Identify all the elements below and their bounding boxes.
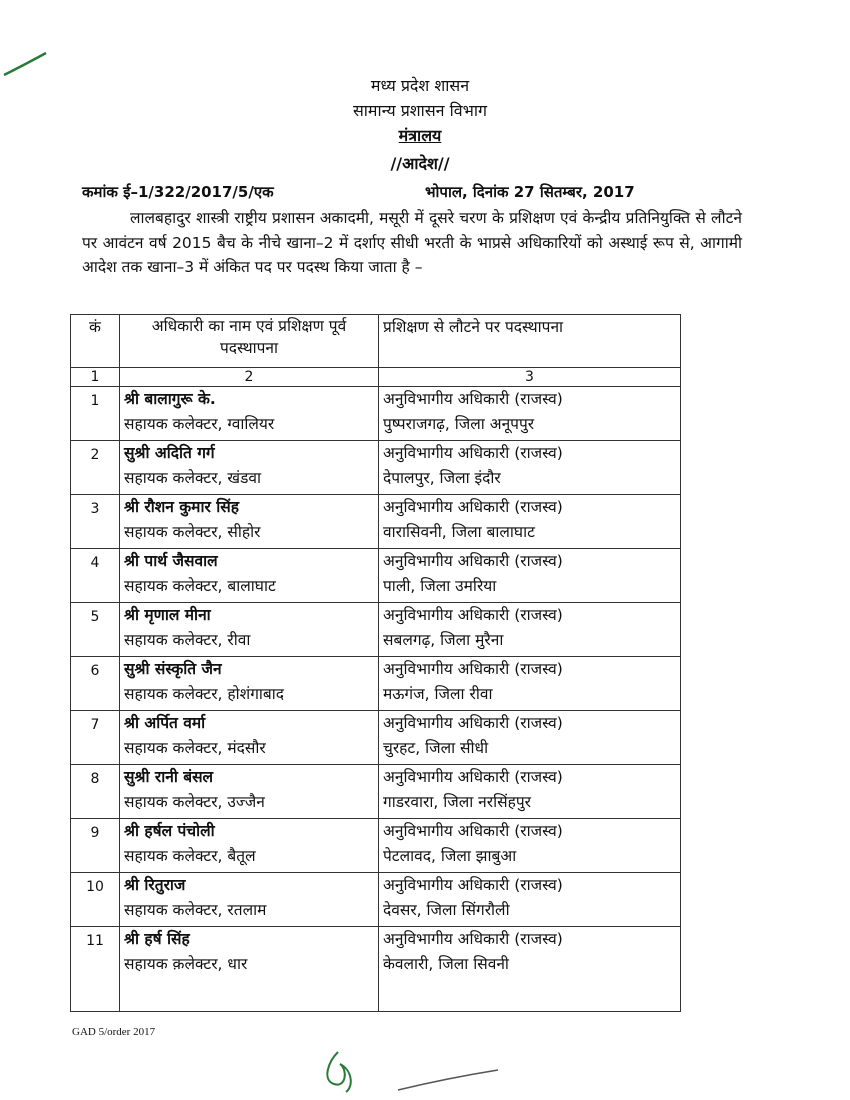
table-row [71, 927, 681, 1012]
department-name: सामान्य प्रशासन विभाग [352, 101, 488, 120]
new-place: गाडरवारा, जिला नरसिंहपुर [383, 793, 531, 811]
col-number: 2 [120, 368, 379, 387]
table-header-row [71, 315, 681, 368]
posting-cell [379, 873, 681, 927]
new-place: पाली, जिला उमरिया [383, 577, 497, 595]
government-name: मध्य प्रदेश शासन [370, 76, 470, 95]
new-place: केवलारी, जिला सिवनी [383, 955, 509, 973]
officer-name: श्री बालागुरू के. [124, 390, 216, 408]
table-row [71, 387, 681, 441]
previous-posting: सहायक कलेक्टर, सीहोर [124, 523, 261, 541]
table-row [71, 711, 681, 765]
new-post: अनुविभागीय अधिकारी (राजस्व) [383, 930, 563, 948]
posting-cell [379, 495, 681, 549]
serial-number: 4 [71, 549, 120, 603]
serial-number: 11 [71, 927, 120, 1012]
previous-posting: सहायक कलेक्टर, रतलाम [124, 901, 267, 919]
order-body-content: लालबहादुर शास्त्री राष्ट्रीय प्रशासन अकादमी, मसूरी में दूसरे चरण के प्रशिक्षण एवं केन्द्रीय प्रतिनियुक्ति से लौटने पर आवंटन वर्ष 2015 बैच के नीचे खाना–2 में दर्शाए सीधी भरती के भाप्रसे अधिकारियों को अस्थाई रूप से, आगामी आदेश तक खाना–3 में अंकित पद पर पदस्थ किया जाता है – [82, 209, 742, 276]
posting-cell [379, 549, 681, 603]
signature-mark [318, 1040, 518, 1100]
posting-cell [379, 819, 681, 873]
new-post: अनुविभागीय अधिकारी (राजस्व) [383, 660, 563, 678]
order-body-text [82, 206, 742, 280]
previous-posting: सहायक क़लेक्टर, धार [124, 955, 248, 973]
officer-name: श्री पार्थ जैसवाल [124, 552, 218, 570]
officer-cell [120, 603, 379, 657]
postings-table [70, 314, 681, 1012]
new-post: अनुविभागीय अधिकारी (राजस्व) [383, 876, 563, 894]
officer-name: श्री हर्ष सिंह [124, 930, 190, 948]
officer-cell [120, 495, 379, 549]
officer-cell [120, 549, 379, 603]
posting-cell [379, 657, 681, 711]
posting-cell [379, 765, 681, 819]
new-place: देपालपुर, जिला इंदौर [383, 469, 501, 487]
ministry-heading: मंत्रालय [398, 126, 442, 145]
table-row [71, 495, 681, 549]
column-number-row [71, 368, 681, 387]
officer-cell [120, 387, 379, 441]
footer-reference: GAD 5/order 2017 [72, 1026, 156, 1038]
new-post: अनुविभागीय अधिकारी (राजस्व) [383, 768, 563, 786]
new-place: पुष्पराजगढ़, जिला अनूपपुर [383, 415, 535, 433]
serial-number: 1 [71, 387, 120, 441]
order-number: कमांक ई–1/322/2017/5/एक [82, 183, 274, 201]
order-date: भोपाल, दिनांक 27 सितम्बर, 2017 [425, 183, 635, 201]
serial-number: 7 [71, 711, 120, 765]
posting-cell [379, 711, 681, 765]
new-post: अनुविभागीय अधिकारी (राजस्व) [383, 498, 563, 516]
officer-cell [120, 819, 379, 873]
new-place: मऊगंज, जिला रीवा [383, 685, 493, 703]
header-posting: प्रशिक्षण से लौटने पर पदस्थापना [379, 315, 681, 368]
officer-name: श्री हर्षल पंचोली [124, 822, 215, 840]
officer-cell [120, 441, 379, 495]
table-row [71, 873, 681, 927]
col-number: 1 [71, 368, 120, 387]
col-number: 3 [379, 368, 681, 387]
serial-number: 6 [71, 657, 120, 711]
header-officer: अधिकारी का नाम एवं प्रशिक्षण पूर्व पदस्थापना [120, 315, 379, 368]
officer-cell [120, 711, 379, 765]
serial-number: 2 [71, 441, 120, 495]
officer-name: सुश्री रानी बंसल [124, 768, 214, 786]
new-place: पेटलावद, जिला झाबुआ [383, 847, 517, 865]
table-row [71, 657, 681, 711]
officer-name: श्री रौशन कुमार सिंह [124, 498, 239, 516]
new-post: अनुविभागीय अधिकारी (राजस्व) [383, 822, 563, 840]
previous-posting: सहायक कलेक्टर, उज्जैन [124, 793, 265, 811]
previous-posting: सहायक कलेक्टर, होशंगाबाद [124, 685, 285, 703]
new-place: वारासिवनी, जिला बालाघाट [383, 523, 535, 541]
previous-posting: सहायक कलेक्टर, मंदसौर [124, 739, 266, 757]
previous-posting: सहायक कलेक्टर, बालाघाट [124, 577, 276, 595]
previous-posting: सहायक कलेक्टर, बैतूल [124, 847, 256, 865]
new-place: सबलगढ़, जिला मुरैना [383, 631, 504, 649]
new-post: अनुविभागीय अधिकारी (राजस्व) [383, 714, 563, 732]
officer-cell [120, 657, 379, 711]
previous-posting: सहायक कलेक्टर, खंडवा [124, 469, 262, 487]
previous-posting: सहायक कलेक्टर, रीवा [124, 631, 251, 649]
table-row [71, 549, 681, 603]
table-row [71, 819, 681, 873]
table-row [71, 441, 681, 495]
new-post: अनुविभागीय अधिकारी (राजस्व) [383, 606, 563, 624]
new-post: अनुविभागीय अधिकारी (राजस्व) [383, 444, 563, 462]
officer-name: सुश्री संस्कृति जैन [124, 660, 222, 678]
new-post: अनुविभागीय अधिकारी (राजस्व) [383, 552, 563, 570]
officer-name: श्री अर्पित वर्मा [124, 714, 206, 732]
serial-number: 3 [71, 495, 120, 549]
serial-number: 8 [71, 765, 120, 819]
officer-name: श्री मृणाल मीना [124, 606, 211, 624]
header-serial: कं [71, 315, 120, 368]
officer-cell [120, 873, 379, 927]
officer-name: श्री रितुराज [124, 876, 186, 894]
new-place: चुरहट, जिला सीधी [383, 739, 489, 757]
posting-cell [379, 603, 681, 657]
order-heading: //आदेश// [390, 154, 450, 173]
table-row [71, 603, 681, 657]
serial-number: 10 [71, 873, 120, 927]
serial-number: 9 [71, 819, 120, 873]
posting-cell [379, 387, 681, 441]
posting-cell [379, 927, 681, 1012]
serial-number: 5 [71, 603, 120, 657]
table-row [71, 765, 681, 819]
officer-name: सुश्री अदिति गर्ग [124, 444, 215, 462]
previous-posting: सहायक कलेक्टर, ग्वालियर [124, 415, 275, 433]
new-place: देवसर, जिला सिंगरौली [383, 901, 510, 919]
new-post: अनुविभागीय अधिकारी (राजस्व) [383, 390, 563, 408]
posting-cell [379, 441, 681, 495]
officer-cell [120, 927, 379, 1012]
officer-cell [120, 765, 379, 819]
